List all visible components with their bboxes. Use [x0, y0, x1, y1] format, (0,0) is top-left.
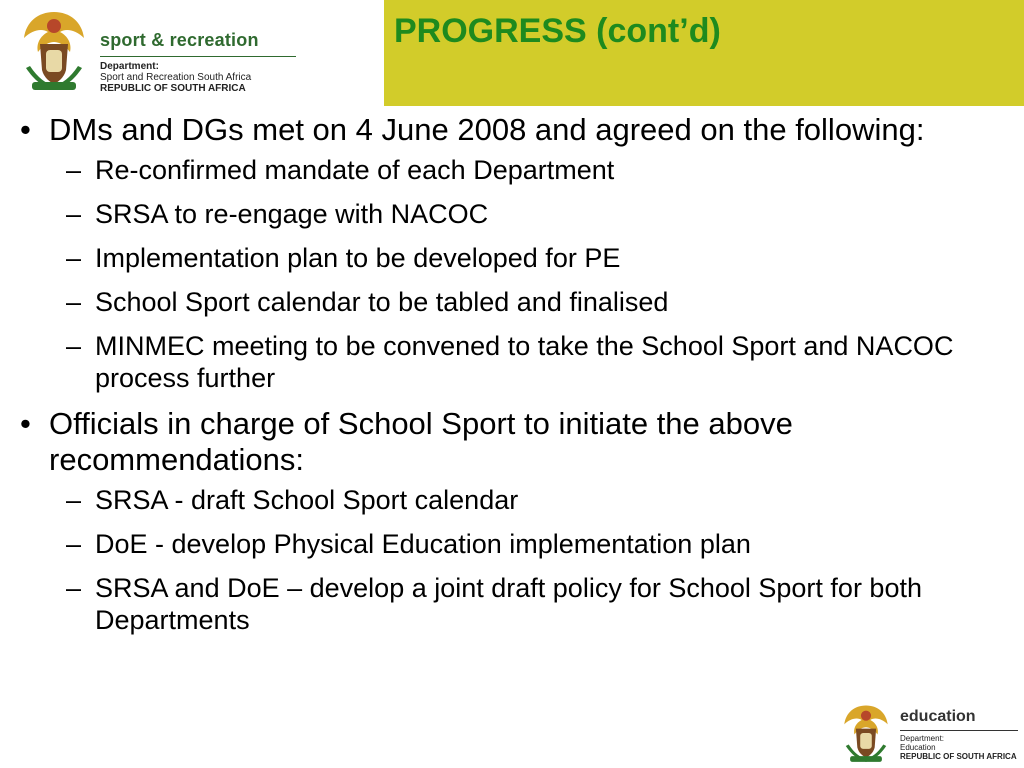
- bullet-text: Officials in charge of School Sport to initiate the above recommendations:: [49, 406, 793, 477]
- sub-item: [0, 572, 995, 636]
- sub-text: Implementation plan to be developed for PE: [95, 243, 621, 273]
- bullet-icon: •: [20, 112, 31, 147]
- dept-name: sport & recreation: [100, 30, 259, 50]
- sub-item: [0, 484, 995, 516]
- coat-of-arms-icon: [18, 8, 90, 92]
- dept-full-name: Education: [900, 743, 936, 752]
- dash-icon: –: [66, 485, 82, 515]
- sub-item: [0, 286, 995, 318]
- sub-list: [0, 484, 1024, 636]
- dash-icon: –: [66, 573, 82, 603]
- dept-label: Department:: [100, 61, 159, 72]
- title-band: [384, 0, 1024, 106]
- dash-icon: –: [66, 331, 82, 361]
- dept-name: education: [900, 708, 976, 725]
- sub-text: SRSA - draft School Sport calendar: [95, 485, 519, 515]
- bullet-text: DMs and DGs met on 4 June 2008 and agreed on the following:: [49, 112, 925, 147]
- logo-divider: [900, 730, 1018, 731]
- sub-item: [0, 528, 995, 560]
- sub-item: [0, 198, 995, 230]
- logo-divider: [100, 56, 296, 57]
- education-logo: [840, 700, 1020, 766]
- slide-content: [0, 112, 1024, 648]
- sub-text: Re-confirmed mandate of each Department: [95, 155, 615, 185]
- bullet-icon: •: [20, 406, 31, 441]
- dash-icon: –: [66, 287, 82, 317]
- country-name: REPUBLIC OF SOUTH AFRICA: [900, 752, 1017, 761]
- dept-full-name: Sport and Recreation South Africa: [100, 72, 252, 83]
- dash-icon: –: [66, 529, 82, 559]
- country-name: REPUBLIC OF SOUTH AFRICA: [100, 83, 246, 94]
- sub-text: School Sport calendar to be tabled and finalised: [95, 287, 669, 317]
- sub-text: MINMEC meeting to be convened to take the School Sport and NACOC process further: [95, 331, 954, 393]
- dash-icon: –: [66, 199, 82, 229]
- sub-text: SRSA and DoE – develop a joint draft policy for School Sport for both Departments: [95, 573, 922, 635]
- sub-item: [0, 154, 995, 186]
- bullet-item: [0, 112, 1004, 148]
- sub-item: [0, 242, 995, 274]
- dash-icon: –: [66, 243, 82, 273]
- slide-title: PROGRESS (cont’d): [394, 12, 721, 50]
- dash-icon: –: [66, 155, 82, 185]
- sub-text: SRSA to re-engage with NACOC: [95, 199, 489, 229]
- sport-recreation-logo: [18, 8, 288, 92]
- dept-label: Department:: [900, 734, 945, 743]
- sub-list: [0, 154, 1024, 394]
- coat-of-arms-icon: [840, 700, 892, 766]
- sub-text: DoE - develop Physical Education implementation plan: [95, 529, 751, 559]
- sub-item: [0, 330, 995, 394]
- bullet-item: [0, 406, 1004, 478]
